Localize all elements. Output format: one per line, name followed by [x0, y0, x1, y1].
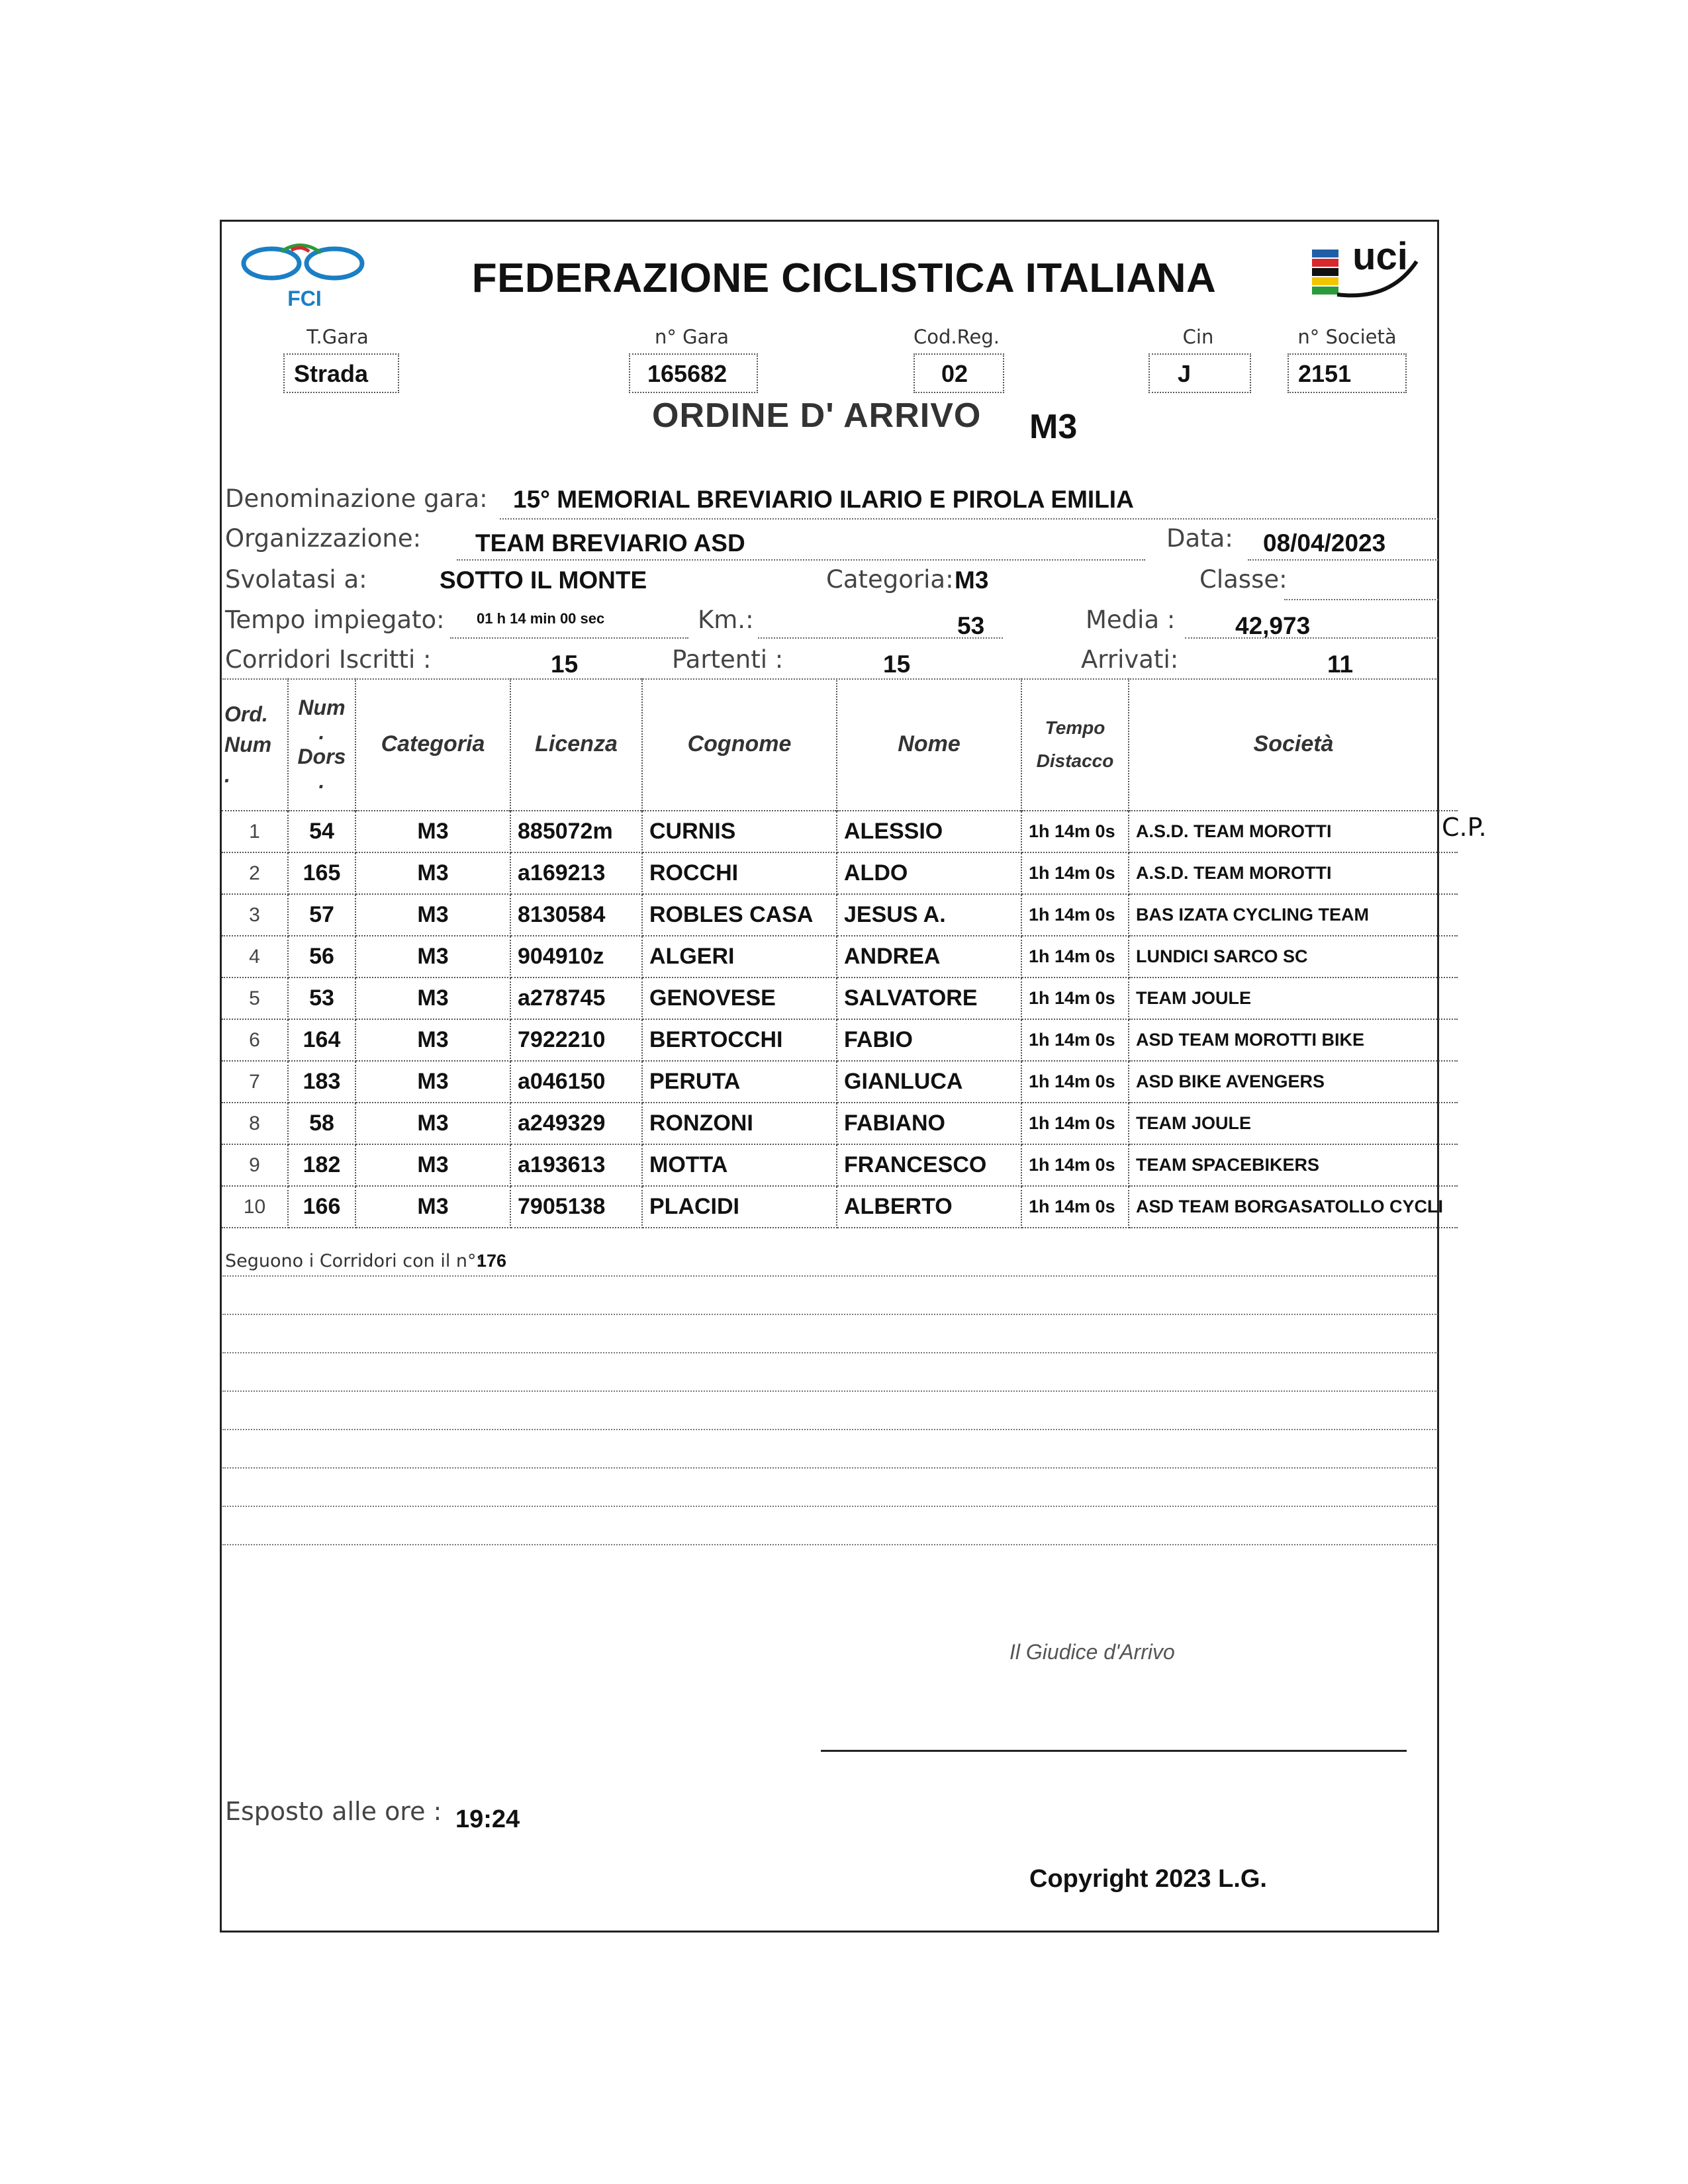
col-ord-line3: . [224, 762, 230, 787]
federation-title: FEDERAZIONE CICLISTICA ITALIANA [471, 255, 1217, 301]
cell-lic: a169213 [510, 852, 642, 894]
field-value-ngara: 165682 [629, 353, 758, 393]
col-societa: Società [1129, 678, 1458, 811]
cell-cat: M3 [355, 1061, 510, 1103]
cell-cognome: MOTTA [642, 1144, 837, 1186]
table-row [222, 894, 1458, 936]
cell-lic: 904910z [510, 936, 642, 978]
cell-cognome: CURNIS [642, 811, 837, 852]
blank-line-1 [222, 1275, 1438, 1277]
label-arrivati: Arrivati: [1081, 645, 1179, 674]
table-row [222, 1061, 1458, 1103]
label-svolatasi: Svolatasi a: [225, 565, 367, 594]
field-label-codreg: Cod.Reg. [914, 326, 1000, 348]
cell-lic: 8130584 [510, 894, 642, 936]
signature-line [821, 1750, 1407, 1752]
cell-dors: 165 [288, 852, 355, 894]
label-categoria: Categoria: [826, 565, 954, 594]
value-svolatasi: SOTTO IL MONTE [440, 567, 647, 594]
cell-dors: 182 [288, 1144, 355, 1186]
cell-lic: a046150 [510, 1061, 642, 1103]
cell-nome: GIANLUCA [837, 1061, 1021, 1103]
label-tempo: Tempo impiegato: [225, 606, 445, 634]
cell-tempo: 1h 14m 0s [1021, 1019, 1129, 1061]
cell-ord: 3 [222, 894, 288, 936]
value-partenti: 15 [883, 651, 911, 678]
cell-cognome: ROBLES CASA [642, 894, 837, 936]
cell-tempo: 1h 14m 0s [1021, 1103, 1129, 1144]
cell-cat: M3 [355, 1186, 510, 1228]
seguono-label: Seguono i Corridori con il n°: [225, 1251, 483, 1271]
cell-ord: 4 [222, 936, 288, 978]
cell-lic: 7922210 [510, 1019, 642, 1061]
cell-societa: ASD BIKE AVENGERS [1129, 1061, 1458, 1103]
uci-logo-text: uci [1352, 235, 1408, 278]
dotline-organizzazione [457, 559, 1145, 561]
value-denominazione: 15° MEMORIAL BREVIARIO ILARIO E PIROLA EMILIA [513, 486, 1134, 513]
label-partenti: Partenti : [672, 645, 784, 674]
cell-nome: ALBERTO [837, 1186, 1021, 1228]
field-value-nsocieta: 2151 [1288, 353, 1407, 393]
label-classe: Classe: [1199, 565, 1288, 594]
col-ord-line2: Num [224, 732, 272, 756]
col-tempo [1021, 678, 1129, 811]
cell-cat: M3 [355, 894, 510, 936]
uci-rainbow-icon [1311, 235, 1423, 308]
cp-note: C.P. [1442, 813, 1487, 842]
blank-line-7 [222, 1506, 1438, 1507]
cell-lic: a193613 [510, 1144, 642, 1186]
cell-nome: SALVATORE [837, 978, 1021, 1019]
cell-dors: 57 [288, 894, 355, 936]
table-row [222, 1103, 1458, 1144]
cell-societa: TEAM JOULE [1129, 978, 1458, 1019]
cell-dors: 53 [288, 978, 355, 1019]
cell-cat: M3 [355, 936, 510, 978]
uci-logo [1311, 235, 1423, 308]
cell-ord: 2 [222, 852, 288, 894]
cell-dors: 54 [288, 811, 355, 852]
cell-nome: JESUS A. [837, 894, 1021, 936]
cell-dors: 58 [288, 1103, 355, 1144]
blank-line-5 [222, 1429, 1438, 1430]
col-categoria: Categoria [355, 678, 510, 811]
cell-cat: M3 [355, 1103, 510, 1144]
blank-line-8 [222, 1544, 1438, 1545]
esposto-value: 19:24 [455, 1805, 520, 1833]
order-category: M3 [1029, 408, 1078, 446]
col-dors-line4: . [318, 768, 325, 793]
dotline-classe [1284, 599, 1438, 600]
col-dors-line2: . [318, 719, 325, 744]
cell-cognome: PERUTA [642, 1061, 837, 1103]
dotline-km [758, 637, 1003, 639]
table-row [222, 1019, 1458, 1061]
blank-line-4 [222, 1390, 1438, 1392]
value-media: 42,973 [1235, 612, 1311, 639]
label-iscritti: Corridori Iscritti : [225, 645, 432, 674]
col-nome: Nome [837, 678, 1021, 811]
field-value-tgara: Strada [283, 353, 399, 393]
cell-lic: 885072m [510, 811, 642, 852]
cell-ord: 6 [222, 1019, 288, 1061]
col-dors-line3: Dors [297, 744, 346, 768]
table-row [222, 852, 1458, 894]
cell-lic: 7905138 [510, 1186, 642, 1228]
dotline-data [1248, 559, 1438, 561]
table-row [222, 978, 1458, 1019]
cell-cat: M3 [355, 852, 510, 894]
col-licenza: Licenza [510, 678, 642, 811]
cell-societa: A.S.D. TEAM MOROTTI [1129, 852, 1458, 894]
label-data: Data: [1166, 524, 1233, 553]
label-organizzazione: Organizzazione: [225, 524, 422, 553]
cell-tempo: 1h 14m 0s [1021, 936, 1129, 978]
cell-dors: 183 [288, 1061, 355, 1103]
dotline-media [1185, 637, 1438, 639]
cell-cognome: PLACIDI [642, 1186, 837, 1228]
cell-nome: ALDO [837, 852, 1021, 894]
value-iscritti: 15 [551, 651, 579, 678]
field-label-ngara: n° Gara [654, 326, 729, 348]
cell-cognome: RONZONI [642, 1103, 837, 1144]
cell-nome: ALESSIO [837, 811, 1021, 852]
value-km: 53 [957, 612, 985, 639]
field-value-cin: J [1149, 353, 1251, 393]
results-table [222, 678, 1458, 1228]
cell-societa: BAS IZATA CYCLING TEAM [1129, 894, 1458, 936]
cell-ord: 1 [222, 811, 288, 852]
cell-societa: LUNDICI SARCO SC [1129, 936, 1458, 978]
col-ord [222, 678, 288, 811]
cell-societa: ASD TEAM MOROTTI BIKE [1129, 1019, 1458, 1061]
cell-tempo: 1h 14m 0s [1021, 978, 1129, 1019]
field-label-tgara: T.Gara [306, 326, 369, 348]
value-tempo: 01 h 14 min 00 sec [477, 610, 605, 627]
dotline-denominazione [500, 518, 1438, 520]
cell-cat: M3 [355, 1019, 510, 1061]
cell-cat: M3 [355, 811, 510, 852]
value-organizzazione: TEAM BREVIARIO ASD [475, 529, 745, 557]
value-categoria: M3 [955, 567, 989, 594]
copyright: Copyright 2023 L.G. [1029, 1865, 1267, 1893]
esposto-label: Esposto alle ore : [225, 1797, 442, 1826]
cell-cognome: BERTOCCHI [642, 1019, 837, 1061]
field-value-codreg: 02 [914, 353, 1004, 393]
order-subtitle: ORDINE D' ARRIVO [652, 396, 982, 435]
cell-lic: a278745 [510, 978, 642, 1019]
label-denominazione: Denominazione gara: [225, 484, 488, 513]
value-arrivati: 11 [1327, 651, 1354, 678]
table-row [222, 936, 1458, 978]
col-cognome: Cognome [642, 678, 837, 811]
cell-ord: 5 [222, 978, 288, 1019]
label-media: Media : [1086, 606, 1176, 634]
cell-cognome: ALGERI [642, 936, 837, 978]
cell-tempo: 1h 14m 0s [1021, 811, 1129, 852]
blank-line-3 [222, 1352, 1438, 1353]
fci-bicycle-icon [235, 238, 374, 311]
col-ord-line1: Ord. [224, 702, 268, 726]
col-tempo-line1: Tempo [1045, 717, 1105, 738]
judge-label: Il Giudice d'Arrivo [1009, 1640, 1175, 1664]
cell-ord: 7 [222, 1061, 288, 1103]
cell-tempo: 1h 14m 0s [1021, 852, 1129, 894]
cell-societa: A.S.D. TEAM MOROTTI [1129, 811, 1458, 852]
table-row [222, 1144, 1458, 1186]
cell-tempo: 1h 14m 0s [1021, 1061, 1129, 1103]
fci-logo [235, 238, 374, 311]
value-data: 08/04/2023 [1263, 529, 1386, 557]
col-tempo-line2: Distacco [1036, 750, 1114, 771]
field-label-nsocieta: n° Società [1297, 326, 1397, 348]
field-label-cin: Cin [1182, 326, 1214, 348]
cell-dors: 164 [288, 1019, 355, 1061]
cell-cognome: GENOVESE [642, 978, 837, 1019]
cell-societa: TEAM SPACEBIKERS [1129, 1144, 1458, 1186]
cell-ord: 8 [222, 1103, 288, 1144]
table-row [222, 1186, 1458, 1228]
cell-cognome: ROCCHI [642, 852, 837, 894]
col-dors-line1: Num [298, 695, 346, 719]
cell-tempo: 1h 14m 0s [1021, 1186, 1129, 1228]
results-header-row [222, 678, 1458, 811]
cell-lic: a249329 [510, 1103, 642, 1144]
cell-nome: FABIANO [837, 1103, 1021, 1144]
table-row [222, 811, 1458, 852]
blank-line-2 [222, 1314, 1438, 1315]
cell-nome: ANDREA [837, 936, 1021, 978]
blank-line-6 [222, 1467, 1438, 1469]
dotline-tempo [450, 637, 688, 639]
results-body [222, 811, 1458, 1228]
cell-tempo: 1h 14m 0s [1021, 894, 1129, 936]
cell-ord: 10 [222, 1186, 288, 1228]
cell-tempo: 1h 14m 0s [1021, 1144, 1129, 1186]
col-dors [288, 678, 355, 811]
cell-cat: M3 [355, 978, 510, 1019]
cell-societa: TEAM JOULE [1129, 1103, 1458, 1144]
seguono-value: 176 [477, 1251, 507, 1271]
cell-nome: FRANCESCO [837, 1144, 1021, 1186]
cell-societa: ASD TEAM BORGASATOLLO CYCLI [1129, 1186, 1458, 1228]
label-km: Km.: [698, 606, 754, 634]
cell-ord: 9 [222, 1144, 288, 1186]
cell-dors: 166 [288, 1186, 355, 1228]
fci-logo-text: FCI [287, 287, 322, 310]
cell-dors: 56 [288, 936, 355, 978]
cell-nome: FABIO [837, 1019, 1021, 1061]
cell-cat: M3 [355, 1144, 510, 1186]
